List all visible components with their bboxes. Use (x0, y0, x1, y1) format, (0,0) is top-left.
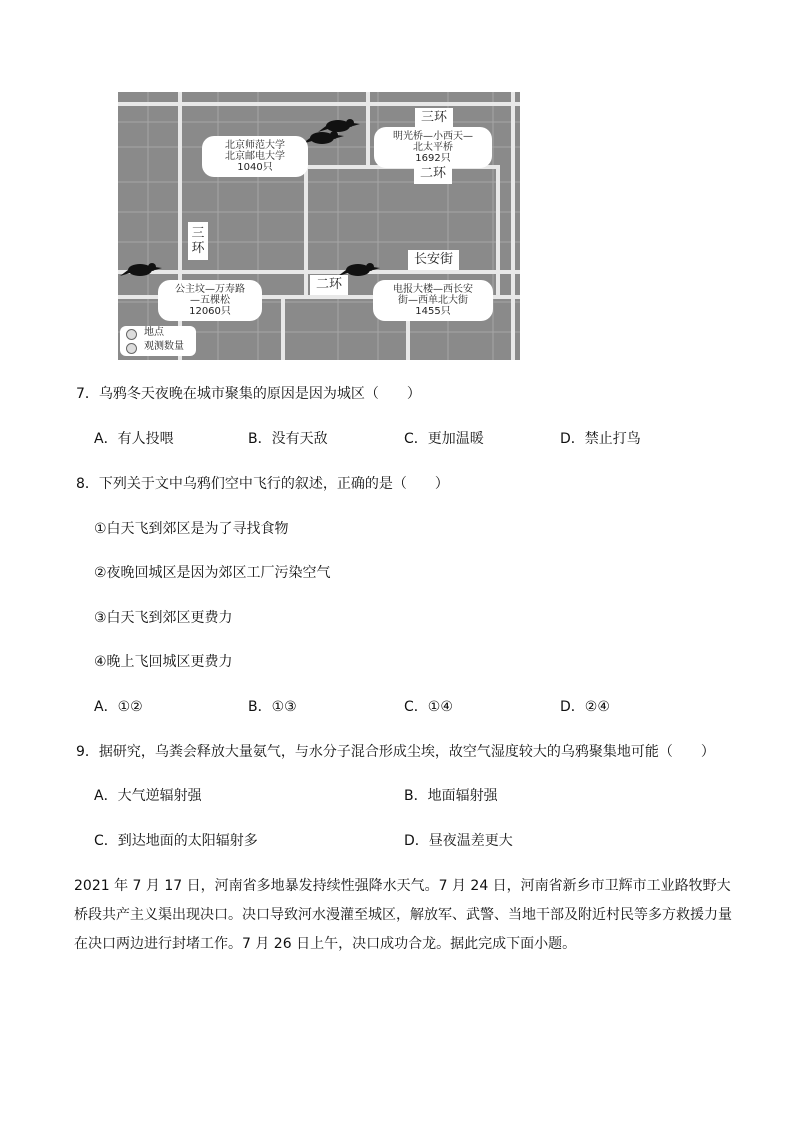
q9-option-a: A．大气逆辐射强 (94, 788, 202, 804)
road-third-ring-top: 三环 (415, 108, 453, 128)
road-second-ring-bottom: 二环 (310, 275, 348, 295)
map-legend (120, 326, 196, 356)
crow-distribution-map (118, 92, 520, 360)
legend-place-icon (126, 329, 137, 340)
q8-statement-3: ③白天飞到郊区更费力 (94, 610, 233, 626)
road-changan: 长安街 (408, 250, 459, 270)
q8-option-a: A．①② (94, 699, 143, 715)
label-mingguang: 明光桥—小西天— 北太平桥 1692只 (374, 127, 492, 168)
label-bnu: 北京师范大学 北京邮电大学 1040只 (202, 136, 308, 177)
q9-option-b: B．地面辐射强 (404, 788, 498, 804)
q8-statement-4: ④晚上飞回城区更费力 (94, 654, 233, 670)
q8-statement-2: ②夜晚回城区是因为郊区工厂污染空气 (94, 565, 331, 581)
q8-option-b: B．①③ (248, 699, 297, 715)
q8-option-c: C．①④ (404, 699, 453, 715)
henan-flood-passage: 2021 年 7 月 17 日，河南省多地暴发持续性强降水天气。7 月 24 日，河南省新乡市卫辉市工业路牧野大桥段共产主义渠出现决口。决口导致河水漫灌至城区，解放军、武警、当地干部及附近村民等多方救援力量在决口两边进行封堵工作。7 月 26 日上午，决口成功合龙。据此完成下面小题。 (74, 878, 732, 952)
road-second-ring-top: 二环 (414, 164, 452, 184)
label-gongzhufen: 公主坟—万寿路 —五棵松 12060只 (158, 280, 262, 321)
label-dianbao: 电报大楼—西长安 街—西单北大街 1455只 (373, 280, 493, 321)
crow-icon-3 (120, 263, 162, 276)
crow-icon-1 (318, 119, 360, 132)
q7-option-c: C．更加温暖 (404, 431, 484, 447)
road-third-ring-left: 三 环 (188, 222, 208, 260)
legend-place: 地点 (144, 327, 164, 338)
q8-stem: 8．下列关于文中乌鸦们空中飞行的叙述，正确的是（ ） (76, 476, 449, 492)
q9-option-d: D．昼夜温差更大 (404, 833, 513, 849)
q7-option-b: B．没有天敌 (248, 431, 328, 447)
q7-option-a: A．有人投喂 (94, 431, 174, 447)
q8-option-d: D．②④ (560, 699, 610, 715)
legend-count-icon (126, 343, 137, 354)
q8-statement-1: ①白天飞到郊区是为了寻找食物 (94, 521, 289, 537)
q7-option-d: D．禁止打鸟 (560, 431, 641, 447)
q7-stem: 7．乌鸦冬天夜晚在城市聚集的原因是因为城区（ ） (76, 386, 421, 402)
q9-option-c: C．到达地面的太阳辐射多 (94, 833, 258, 849)
q9-stem: 9．据研究，乌粪会释放大量氨气，与水分子混合形成尘埃，故空气湿度较大的乌鸦聚集地可能（ ） (76, 744, 715, 760)
legend-count: 观测数量 (144, 341, 184, 352)
